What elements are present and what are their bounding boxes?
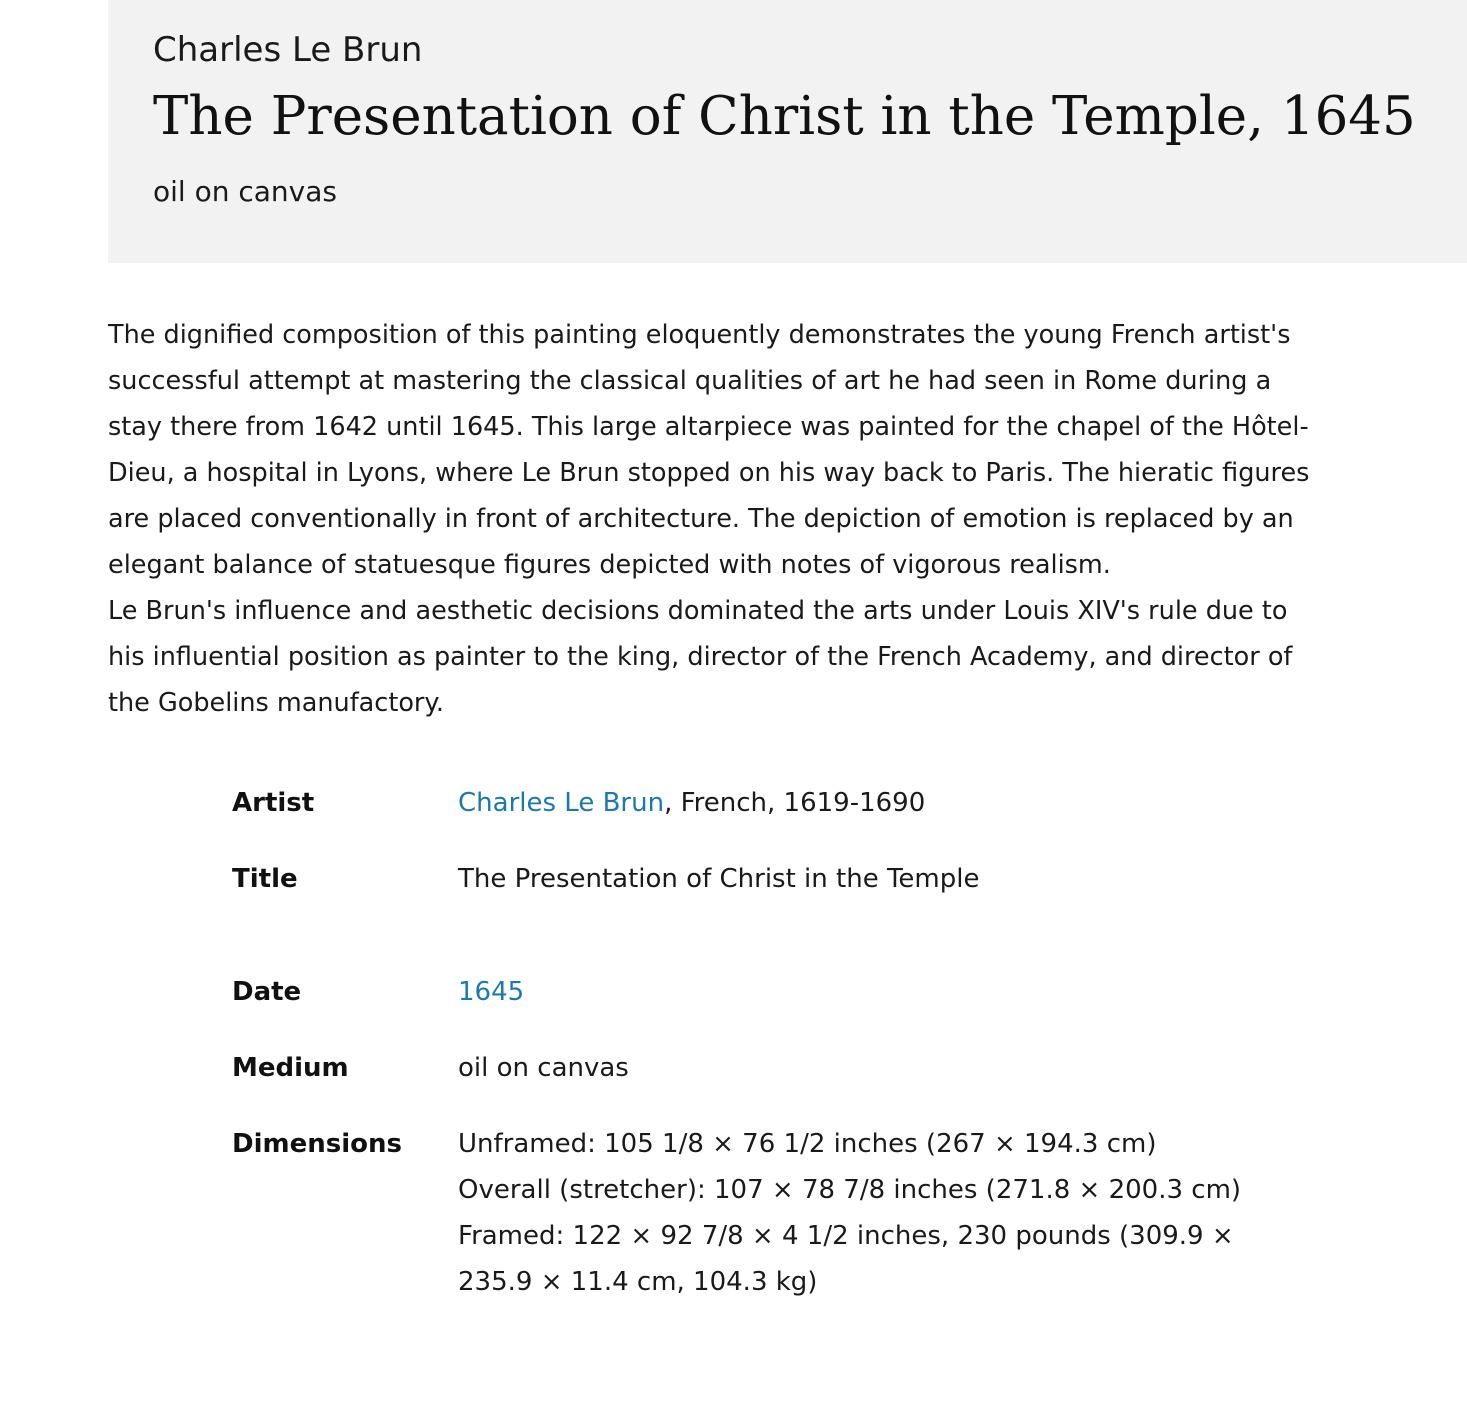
dimensions-overall: Overall (stretcher): 107 × 78 7/8 inches (271.8 × 200.3 cm) bbox=[458, 1175, 1242, 1205]
details-value-title: The Presentation of Christ in the Temple bbox=[458, 864, 980, 894]
details-label-medium: Medium bbox=[232, 1053, 349, 1083]
details-value-medium: oil on canvas bbox=[458, 1053, 629, 1083]
artwork-header bbox=[108, 0, 1467, 263]
dimensions-unframed: Unframed: 105 1/8 × 76 1/2 inches (267 × 194.3 cm) bbox=[458, 1129, 1157, 1159]
dimensions-framed: Framed: 122 × 92 7/8 × 4 1/2 inches, 230 pounds (309.9 × 235.9 × 11.4 cm, 104.3 kg) bbox=[458, 1221, 1234, 1297]
header-medium: oil on canvas bbox=[153, 175, 337, 208]
header-artist-name: Charles Le Brun bbox=[153, 30, 423, 70]
details-label-date: Date bbox=[232, 977, 302, 1007]
page-title: The Presentation of Christ in the Temple, 1645 bbox=[153, 86, 1416, 147]
artwork-description bbox=[108, 312, 1318, 726]
date-link[interactable]: 1645 bbox=[458, 977, 525, 1007]
artist-nationality-dates: , French, 1619-1690 bbox=[664, 788, 926, 818]
details-label-title: Title bbox=[232, 864, 298, 894]
details-label-artist: Artist bbox=[232, 788, 315, 818]
details-label-dimensions: Dimensions bbox=[232, 1129, 402, 1159]
details-value-date bbox=[458, 969, 1258, 1015]
details-value-dimensions bbox=[458, 1121, 1258, 1305]
description-paragraph-2: Le Brun's influence and aesthetic decisions dominated the arts under Louis XIV's rule due to his influential position as painter to the king, director of the French Academy, and director of the Gobelins manufactory. bbox=[108, 596, 1293, 718]
description-paragraph-1: The dignified composition of this painting eloquently demonstrates the young French artist's successful attempt at mastering the classical qualities of art he had seen in Rome during a stay there from 1642 until 1645. This large altarpiece was painted for the chapel of the Hôtel-Dieu, a hospital in Lyons, where Le Brun stopped on his way back to Paris. The hieratic figures are placed conventionally in front of architecture. The depiction of emotion is replaced by an elegant balance of statuesque figures depicted with notes of vigorous realism. bbox=[108, 320, 1310, 580]
details-value-artist bbox=[458, 780, 1258, 826]
artist-link[interactable]: Charles Le Brun bbox=[458, 788, 665, 818]
